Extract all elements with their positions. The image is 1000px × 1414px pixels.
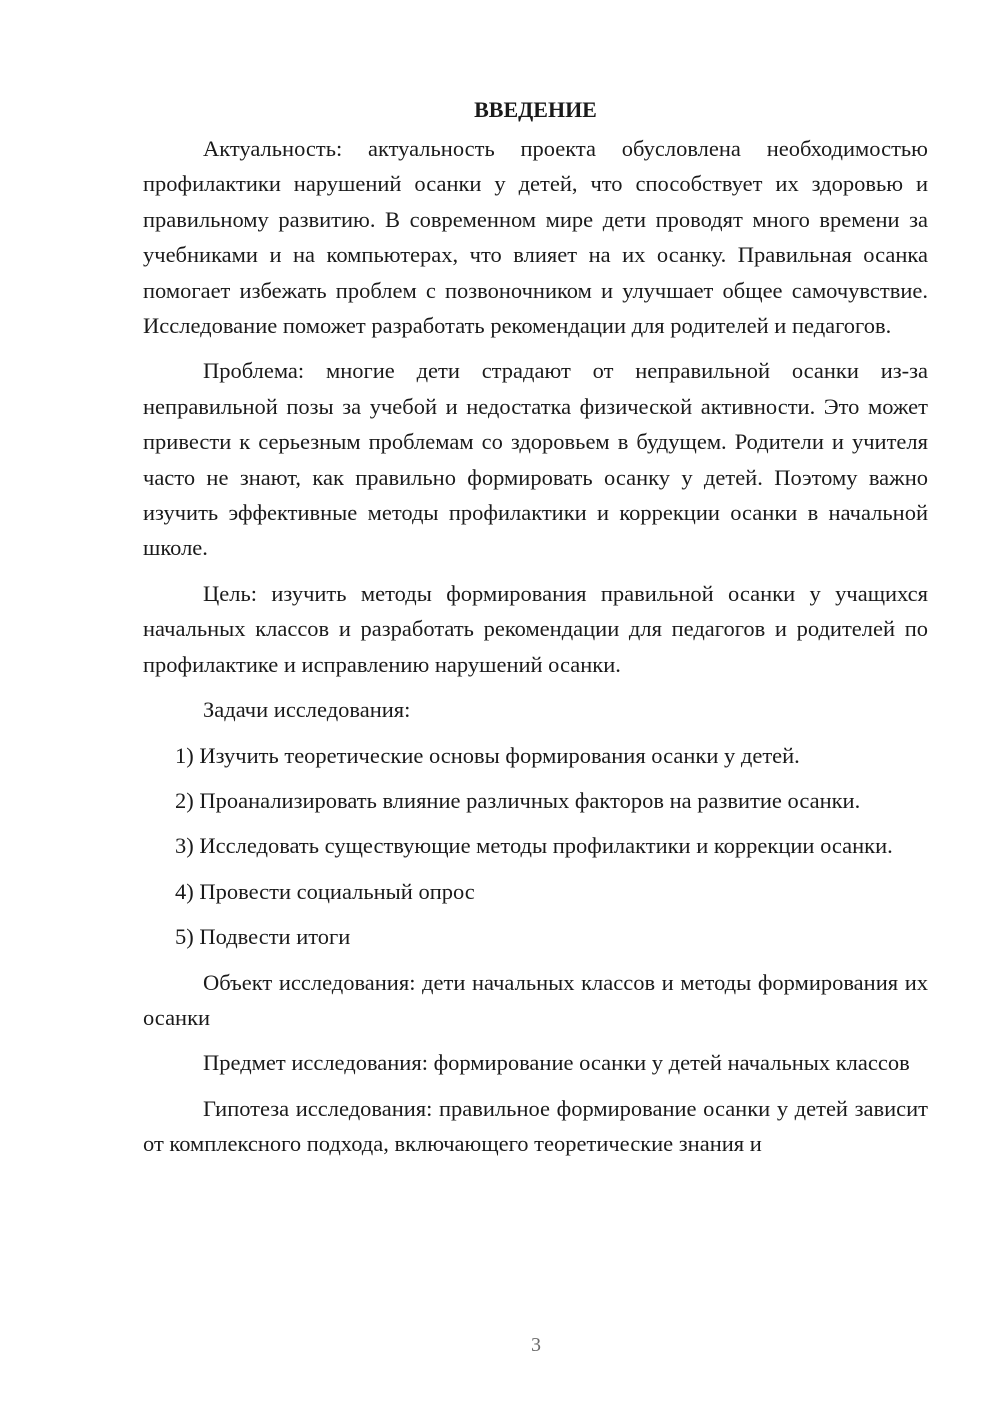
section-title: ВВЕДЕНИЕ <box>474 97 597 122</box>
task-item-3: 3) Исследовать существующие методы профилактики и коррекции осанки. <box>175 833 893 859</box>
paragraph-hypothesis: Гипотеза исследования: правильное формирование осанки у детей зависит от комплексного подхода, включающего теоретические знания и <box>143 1095 928 1157</box>
page-number: 3 <box>531 1334 541 1356</box>
paragraph-object: Объект исследования: дети начальных классов и методы формирования их осанки <box>143 969 928 1030</box>
task-item-1: 1) Изучить теоретические основы формирования осанки у детей. <box>175 742 800 768</box>
task-item-5: 5) Подвести итоги <box>175 924 351 950</box>
paragraph-relevance: Актуальность: актуальность проекта обусловлена необходимостью профилактики нарушений осанки у детей, что способствует их здоровью и правильному развитию. В современном мире дети проводят много времени за учебниками и на компьютерах, что влияет на их осанку. Правильная осанка помогает избежать проблем с позвоночником и улучшает общее самочувствие. Исследование поможет разработать рекомендации для родителей и педагогов. <box>143 136 928 339</box>
paragraph-subject: Предмет исследования: формирование осанки у детей начальных классов <box>203 1050 910 1076</box>
task-item-4: 4) Провести социальный опрос <box>175 878 475 904</box>
task-item-2: 2) Проанализировать влияние различных факторов на развитие осанки. <box>175 787 861 813</box>
paragraph-goal: Цель: изучить методы формирования правильной осанки у учащихся начальных классов и разработать рекомендации для педагогов и родителей по профилактике и исправлению нарушений осанки. <box>143 580 928 677</box>
document-page <box>143 92 928 1172</box>
paragraph-tasks-heading: Задачи исследования: <box>203 697 411 723</box>
paragraph-problem: Проблема: многие дети страдают от неправильной осанки из-за неправильной позы за учебой и недостатка физической активности. Это может привести к серьезным проблемам со здоровьем в будущем. Родители и учителя часто не знают, как правильно формировать осанку у детей. Поэтому важно изучить эффективные методы профилактики и коррекции осанки в начальной школе. <box>143 358 928 561</box>
